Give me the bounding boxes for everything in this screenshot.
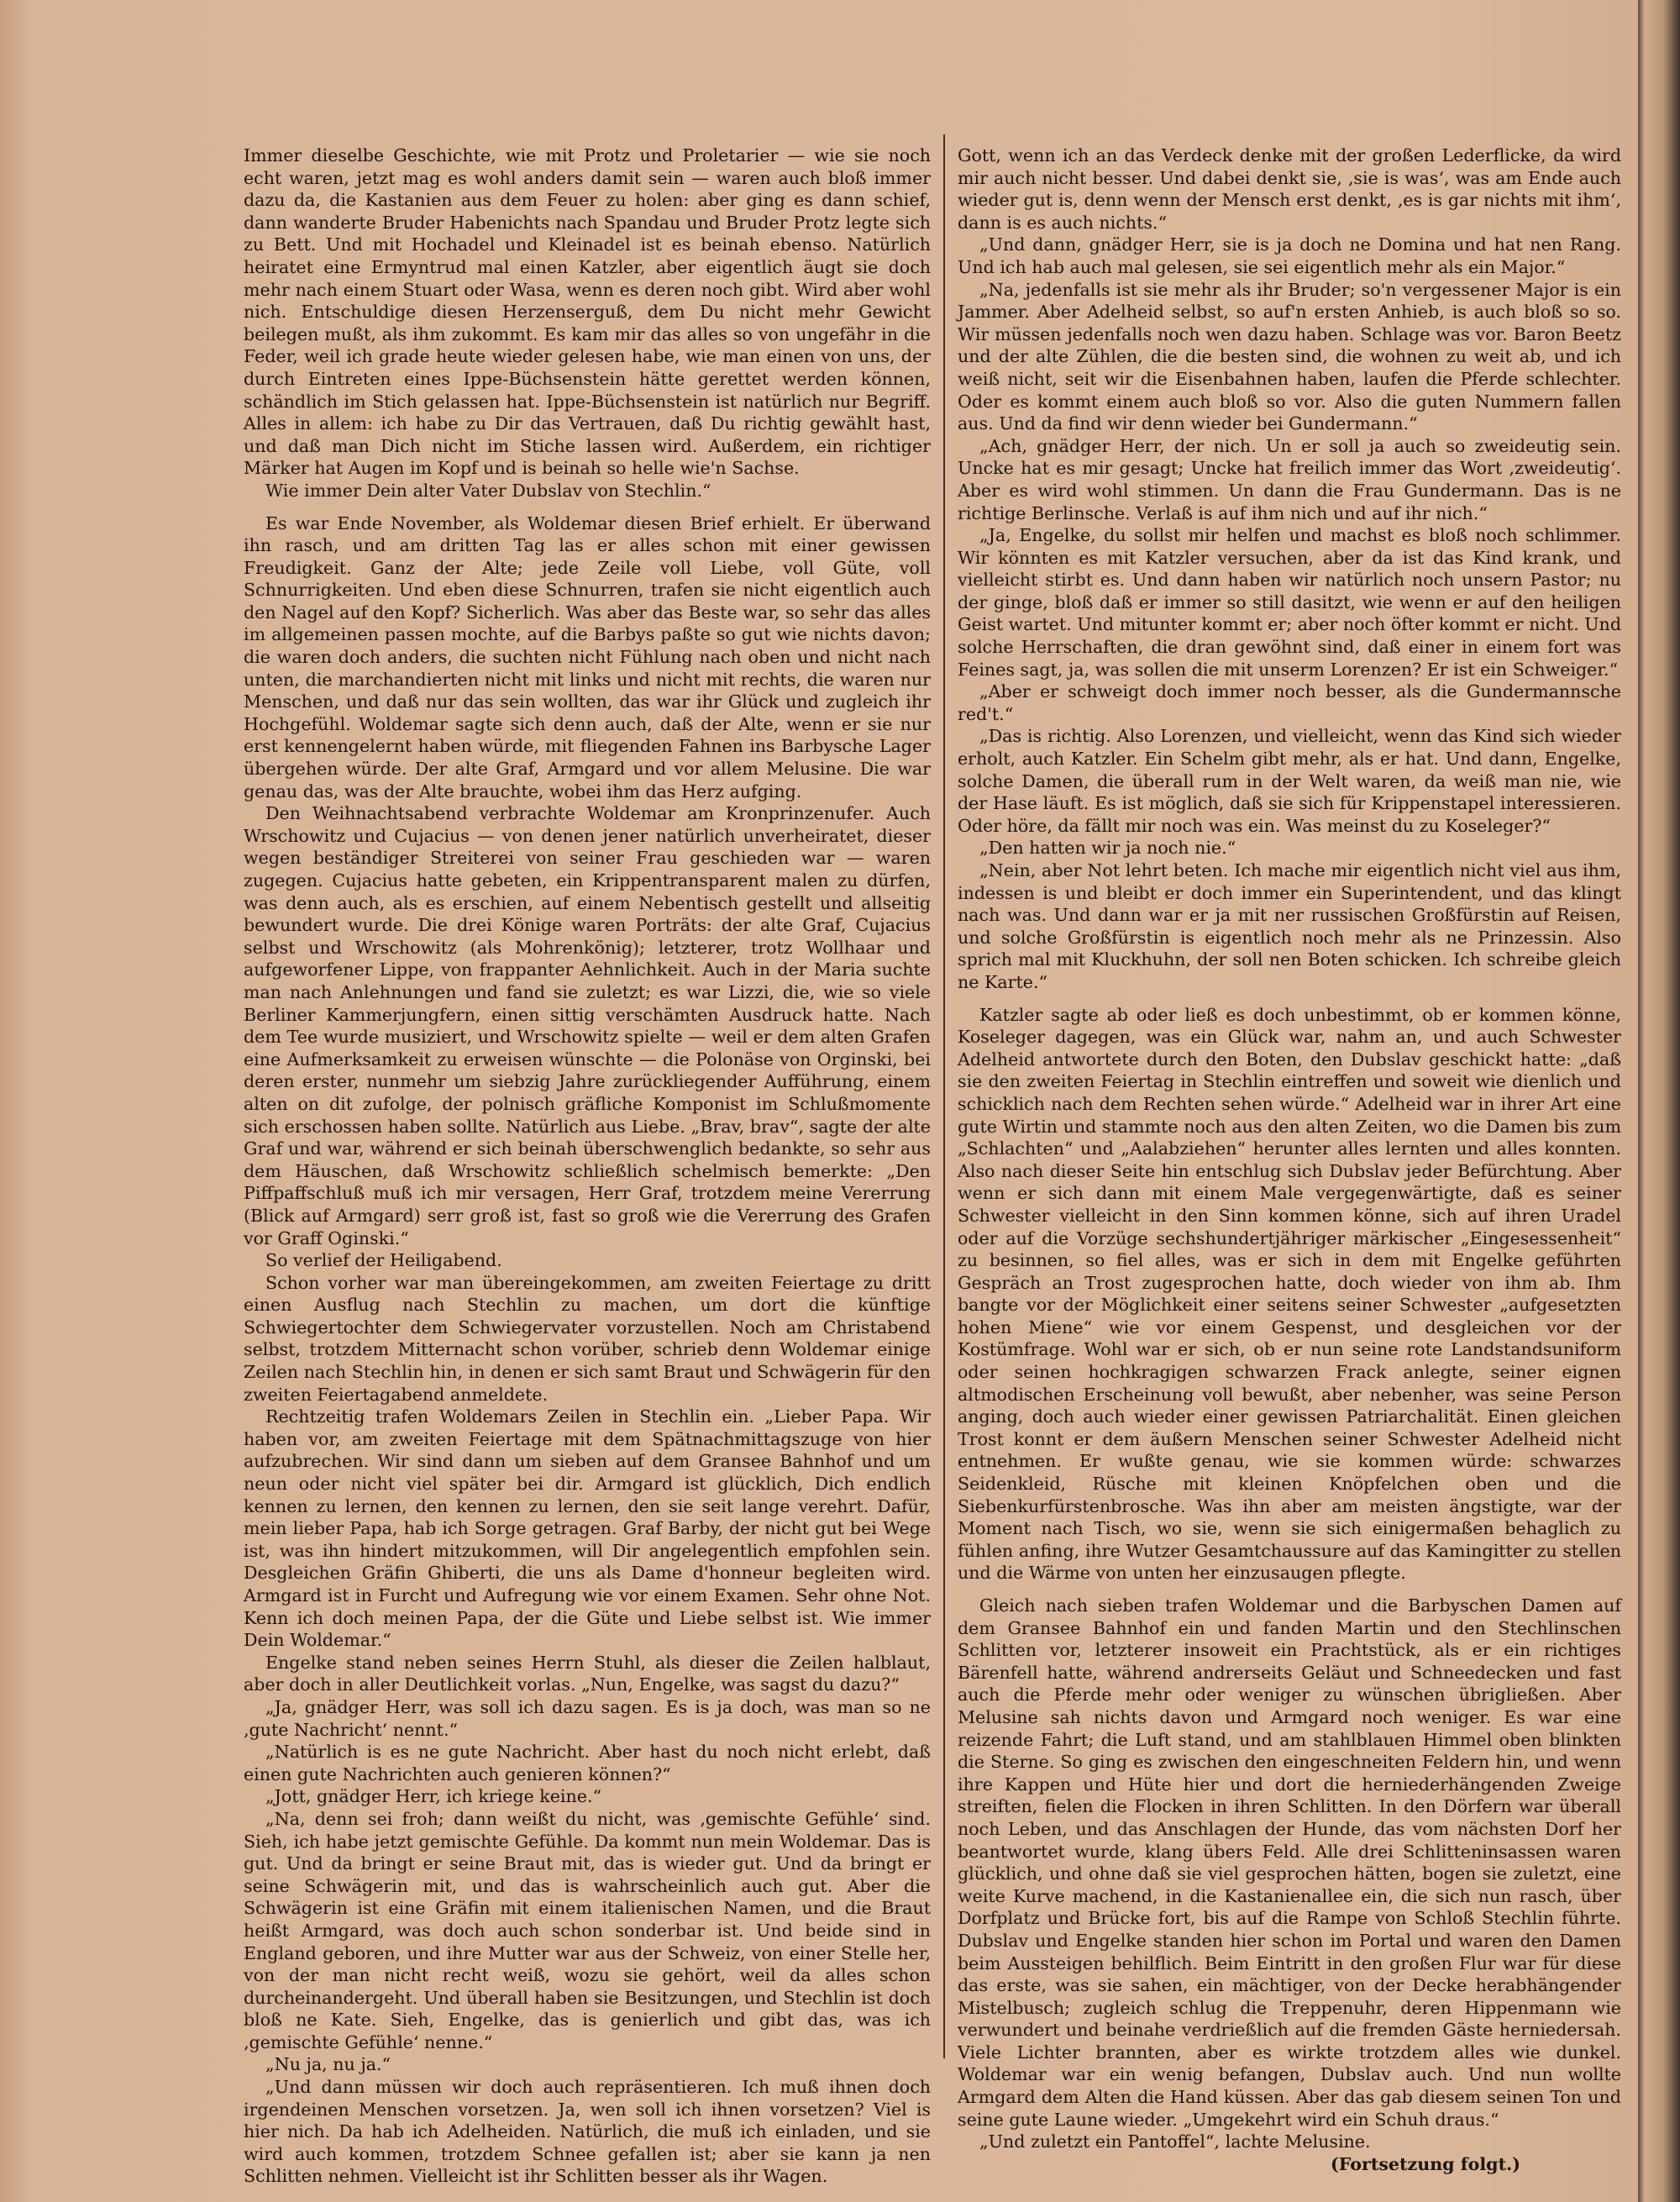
paragraph: Schon vorher war man übereingekommen, am zweiten Feiertage zu dritt einen Ausflug nach Stechlin zu machen, um dort die künftige Schwiegertochter dem Schwiegervater vorzustellen. Noch am Christabend selbst, trotzdem Mitternacht schon vorüber, schrieb denn Woldemar einige Zeilen nach Stechlin hin, in denen er sich samt Braut und Schwägerin für den zweiten Feiertagabend anmeldete. bbox=[244, 1272, 931, 1405]
paragraph: Engelke stand neben seines Herrn Stuhl, als dieser die Zeilen halblaut, aber doch in aller Deutlichkeit vorlas. „Nun, Engelke, was sagst du dazu?“ bbox=[244, 1652, 931, 1695]
text-column-left bbox=[244, 145, 931, 2188]
paragraph: „Ja, Engelke, du sollst mir helfen und machst es bloß noch schlimmer. Wir könnten es mit Katzler versuchen, aber da ist das Kind krank, und vielleicht stirbt es. Und dann haben wir natürlich noch unsern Pastor; nu der ginge, bloß daß er immer so still dasitzt, wie wenn er auf den heiligen Geist wartet. Und mitunter kommt er; aber noch öfter kommt er nicht. Und solche Herrschaften, die dran gewöhnt sind, daß einer in einem fort was Feines sagt, ja, was sollen die mit unserm Lorenzen? Er ist ein Schweiger.“ bbox=[958, 525, 1621, 680]
text-column-right bbox=[958, 145, 1621, 2175]
paragraph: „Na, denn sei froh; dann weißt du nicht, was ‚gemischte Gefühle‘ sind. Sieh, ich habe jetzt gemischte Gefühle. Da kommt nun mein Woldemar. Das is gut. Und da bringt er seine Braut mit, das is wieder gut. Und da bringt er seine Schwägerin mit, und das is wahrscheinlich auch gut. Aber die Schwägerin ist eine Gräfin mit einem italienischen Namen, und die Braut heißt Armgard, was doch auch schon sonderbar ist. Und beide sind in England geboren, und ihre Mutter war aus der Schweiz, von einer Stelle her, von der man nicht recht weiß, wozu sie gehört, weil da alles schon durcheinandergeht. Und überall haben sie Besitzungen, und Stechlin ist doch bloß ne Kate. Sieh, Engelke, das is genierlich und gibt das, was ich ‚gemischte Gefühle‘ nenne.“ bbox=[244, 1808, 931, 2052]
paragraph: „Nu ja, nu ja.“ bbox=[265, 2054, 391, 2075]
paragraph: Gleich nach sieben trafen Woldemar und die Barbyschen Damen auf dem Gransee Bahnhof ein und fanden Martin und den Stechlinschen Schlitten vor, letzterer insoweit ein Prachtstück, als er ein richtiges Bärenfell hatte, während andrerseits Geläut und Schneedecken und fast auch die Pferde mehr oder weniger zu wünschen übrigließen. Aber Melusine sah nichts davon und Armgard noch weniger. Es war eine reizende Fahrt; die Luft stand, und am stahlblauen Himmel oben blinkten die Sterne. So ging es zwischen den eingeschneiten Feldern hin, und wenn ihre Kappen und Hüte hier und dort die herniederhängenden Zweige streiften, fielen die Flocken in ihren Schlitten. In den Dörfern war überall noch Leben, und das Anschlagen der Hunde, das vom nächsten Dorf her beantwortet wurde, klang übers Feld. Alle drei Schlitteninsassen waren glücklich, und ohne daß sie viel gesprochen hätten, bogen sie zuletzt, eine weite Kurve machend, in die Kastanienallee ein, die sich nun rasch, über Dorfplatz und Brücke fort, bis auf die Rampe von Schloß Stechlin führte. Dubslav und Engelke standen hier schon im Portal und waren den Damen beim Aussteigen behilflich. Beim Eintritt in den großen Flur war für diese das erste, was sie sahen, ein mächtiger, von der Decke herabhängender Mistelbusch; zugleich schlug die Treppenuhr, deren Hippenmann wie verwundert und beinahe verdrießlich auf die fremden Gäste herniedersah. Viele Lichter brannten, aber es wirkte trotzdem alles wie dunkel. Woldemar war ein wenig befangen, Dubslav auch. Und nun wollte Armgard dem Alten die Hand küssen. Aber das gab diesem seinen Ton und seine gute Laune wieder. „Umgekehrt wird ein Schuh draus.“ bbox=[958, 1595, 1621, 2130]
paragraph: „Und dann, gnädger Herr, sie is ja doch ne Domina und hat nen Rang. Und ich hab auch mal gelesen, sie sei eigentlich mehr als ein Major.“ bbox=[958, 234, 1621, 277]
paragraph: Katzler sagte ab oder ließ es doch unbestimmt, ob er kommen könne, Koseleger dagegen, was ein Glück war, nahm an, und auch Schwester Adelheid antwortete durch den Boten, den Dubslav geschickt hatte: „daß sie den zweiten Feiertag in Stechlin eintreffen und soweit wie dienlich und schicklich nach dem Rechten sehen würde.“ Adelheid war in ihrer Art eine gute Wirtin und stammte noch aus den alten Zeiten, wo die Damen bis zum „Schlachten“ und „Aalabziehen“ herunter alles lernten und alles konnten. Also nach dieser Seite hin entschlug sich Dubslav jeder Befürchtung. Aber wenn er sich dann mit einem Male vergegenwärtigte, daß es seiner Schwester vielleicht in den Sinn kommen könne, sich auf ihren Uradel oder auf die Vorzüge sechshundertjähriger märkischer „Eingesessenheit“ zu besinnen, so fiel alles, was er sich in dem mit Engelke geführten Gespräch an Trost zugesprochen hatte, doch wieder von ihm ab. Ihm bangte vor der Möglichkeit einer seitens seiner Schwester „aufgesetzten hohen Miene“ wie vor einem Gespenst, und desgleichen vor der Kostümfrage. Wohl war er sich, ob er nun seine rote Landstandsuniform oder seinen hochkragigen schwarzen Frack anlegte, seiner eignen altmodischen Erscheinung voll bewußt, aber nebenher, was seine Person anging, doch auch wieder einer gewissen Patriarchalität. Einen gleichen Trost konnt er dem äußern Menschen seiner Schwester Adelheid nicht entnehmen. Er wußte genau, wie sie kommen würde: schwarzes Seidenkleid, Rüsche mit kleinen Knöpfelchen oben und die Siebenkurfürstenbrosche. Was ihn aber am meisten ängstigte, war der Moment nach Tisch, wo sie, wenn sie sich einigermaßen behaglich zu fühlen anfing, ihre Wutzer Gesamtchaussure auf das Kamingitter zu stellen und die Wärme von unten her einzusaugen pflegte. bbox=[958, 1004, 1621, 1584]
paragraph: Den Weihnachtsabend verbrachte Woldemar am Kronprinzenufer. Auch Wrschowitz und Cujacius — von denen jener natürlich unverheiratet, dieser wegen beständiger Streiterei von seiner Frau geschieden war — waren zugegen. Cujacius hatte gebeten, ein Krippentransparent malen zu dürfen, was denn auch, als es erschien, auf einem Nebentisch gestellt und allseitig bewundert wurde. Die drei Könige waren Porträts: der alte Graf, Cujacius selbst und Wrschowitz (als Mohrenkönig); letzterer, trotz Wollhaar und aufgeworfener Lippe, von frappanter Aehnlichkeit. Auch in der Maria suchte man nach Anlehnungen und fand sie zuletzt; es war Lizzi, die, wie so viele Berliner Kammerjungfern, einen sittig verschämten Ausdruck hatte. Nach dem Tee wurde musiziert, und Wrschowitz spielte — weil er dem alten Grafen eine Aufmerksamkeit zu erweisen wünschte — die Polonäse von Orginski, bei deren erster, nunmehr um siebzig Jahre zurückliegender Aufführung, einem alten on dit zufolge, der polnisch gräfliche Komponist im Schlußmomente sich erschossen haben sollte. Natürlich aus Liebe. „Brav, brav“, sagte der alte Graf und war, während er sich beinah überschwenglich bedankte, so sehr aus dem Häuschen, daß Wrschowitz schließlich schelmisch bemerkte: „Den Piffpaffschluß muß ich mir versagen, Herr Graf, trotzdem meine Vererrung (Blick auf Armgard) serr groß ist, fast so groß wie die Vererrung des Grafen vor Graff Oginski.“ bbox=[244, 803, 931, 1248]
page-edge bbox=[1638, 0, 1680, 2202]
paragraph: „Nein, aber Not lehrt beten. Ich mache mir eigentlich nicht viel aus ihm, indessen is und bleibt er doch immer ein Superintendent, und das klingt nach was. Und dann war er ja mit ner russischen Großfürstin auf Reisen, und solche Großfürstin is eigentlich noch mehr als ne Prinzessin. Also sprich mal mit Kluckhuhn, der soll nen Boten schicken. Ich schreibe gleich ne Karte.“ bbox=[958, 860, 1621, 992]
paragraph: „Na, jedenfalls ist sie mehr als ihr Bruder; so'n vergessener Major is ein Jammer. Aber Adelheid selbst, so auf'n ersten Anhieb, is auch bloß so so. Wir müssen jedenfalls noch wen dazu haben. Schlage was vor. Baron Beetz und der alte Zühlen, die die besten sind, die wohnen zu weit ab, und ich weiß nicht, seit wir die Eisenbahnen haben, laufen die Pferde schlechter. Oder es kommt einem auch bloß so vor. Also die guten Nummern fallen aus. Und da find wir denn wieder bei Gundermann.“ bbox=[958, 279, 1621, 434]
paragraph: „Jott, gnädger Herr, ich kriege keine.“ bbox=[265, 1786, 602, 1807]
paragraph: „Natürlich is es ne gute Nachricht. Aber hast du noch nicht erlebt, daß einen gute Nachrichten auch genieren können?“ bbox=[244, 1742, 931, 1784]
paragraph: Immer dieselbe Geschichte, wie mit Protz und Proletarier — wie sie noch echt waren, jetzt mag es wohl anders damit sein — waren auch bloß immer dazu da, die Kastanien aus dem Feuer zu holen: aber ging es dann schief, dann wanderte Bruder Habenichts nach Spandau und Bruder Protz legte sich zu Bett. Und mit Hochadel und Kleinadel ist es beinah ebenso. Natürlich heiratet eine Ermyntrud mal einen Katzler, aber eigentlich äugt sie doch mehr nach einem Stuart oder Wasa, wenn es deren noch gibt. Wird aber wohl nich. Entschuldige diesen Herzenserguß, dem Du nicht mehr Gewicht beilegen mußt, als ihm zukommt. Es kam mir das alles so von ungefähr in die Feder, weil ich grade heute wieder gelesen habe, wie man einen von uns, der durch Eintreten eines Ippe-Büchsenstein hätte gerettet werden können, schändlich im Stich gelassen hat. Ippe-Büchsenstein ist natürlich nur Begriff. Alles in allem: ich habe zu Dir das Vertrauen, daß Du richtig gewählt hast, und daß man Dich nicht im Stiche lassen wird. Außerdem, ein richtiger Märker hat Augen im Kopf und is beinah so helle wie'n Sachse. bbox=[244, 145, 931, 479]
paragraph: „Den hatten wir ja noch nie.“ bbox=[979, 838, 1236, 859]
paragraph: „Aber er schweigt doch immer noch besser, als die Gundermannsche red't.“ bbox=[958, 681, 1621, 724]
paragraph: „Ja, gnädger Herr, was soll ich dazu sagen. Es is ja doch, was man so ne ‚gute Nachricht‘ nennt.“ bbox=[244, 1696, 931, 1740]
paragraph: Es war Ende November, als Woldemar diesen Brief erhielt. Er überwand ihn rasch, und am dritten Tag las er alles schon mit einer gewissen Freudigkeit. Ganz der Alte; jede Zeile voll Liebe, voll Güte, voll Schnurrigkeiten. Und eben diese Schnurren, trafen sie nicht eigentlich auch den Nagel auf den Kopf? Sicherlich. Was aber das Beste war, so sehr das alles im allgemeinen passen mochte, auf die Barbys paßte so gut wie nichts davon; die waren doch anders, die suchten nicht Fühlung nach oben und nicht nach unten, die marchandierten nicht mit links und nicht mit rechts, die waren nur Menschen, und daß nur das sein wollten, das war ihr Glück und zugleich ihr Hochgefühl. Woldemar sagte sich denn auch, daß der Alte, wenn er sie nur erst kennengelernt haben würde, mit fliegenden Fahnen ins Barbysche Lager übergehen würde. Der alte Graf, Armgard und vor allem Melusine. Die war genau das, was der Alte brauchte, wobei ihm das Herz aufging. bbox=[244, 512, 931, 801]
paragraph: „Und zuletzt ein Pantoffel“, lachte Melusine. bbox=[979, 2131, 1371, 2152]
paragraph: Gott, wenn ich an das Verdeck denke mit der großen Lederflicke, da wird mir auch nicht besser. Und dabei denkt sie, ‚sie is was‘, was am Ende auch wieder gut is, denn wenn der Mensch erst denkt, ‚es is gar nichts mit ihm‘, dann is es auch nichts.“ bbox=[958, 145, 1621, 233]
paragraph: „Und dann müssen wir doch auch repräsentieren. Ich muß ihnen doch irgendeinen Menschen vorsetzen. Ja, wen soll ich ihnen vorsetzen? Viel is hier nich. Da hab ich Adelheiden. Natürlich, die muß ich einladen, und sie wird auch kommen, trotzdem Schnee gefallen ist; aber sie kann ja nen Schlitten nehmen. Vielleicht ist ihr Schlitten besser als ihr Wagen. bbox=[244, 2077, 931, 2187]
paragraph: Rechtzeitig trafen Woldemars Zeilen in Stechlin ein. „Lieber Papa. Wir haben vor, am zweiten Feiertage mit dem Spätnachmittagszuge von hier aufzubrechen. Wir sind dann um sieben auf dem Gransee Bahnhof und um neun oder nicht viel später bei dir. Armgard ist glücklich, Dich endlich kennen zu lernen, den kennen zu lernen, den sie seit lange verehrt. Dafür, mein lieber Papa, hab ich Sorge getragen. Graf Barby, der nicht gut bei Wege ist, was ihn hindert mitzukommen, will Dir angelegentlich empfohlen sein. Desgleichen Gräfin Ghiberti, die uns als Dame d'honneur begleiten wird. Armgard ist in Furcht und Aufregung wie vor einem Examen. Sehr ohne Not. Kenn ich doch meinen Papa, der die Güte und Liebe selbst ist. Wie immer Dein Woldemar.“ bbox=[244, 1406, 931, 1651]
paragraph: „Das is richtig. Also Lorenzen, und vielleicht, wenn das Kind sich wieder erholt, auch Katzler. Ein Schelm gibt mehr, als er hat. Und dann, Engelke, solche Damen, die überall rum in der Welt waren, da weiß man nie, wie der Hase läuft. Es ist möglich, daß sie sich für Krippenstapel interessieren. Oder höre, da fällt mir noch was ein. Was meinst du zu Koseleger?“ bbox=[958, 726, 1621, 836]
column-divider bbox=[943, 134, 945, 2058]
paragraph: „Ach, gnädger Herr, der nich. Un er soll ja auch so zweideutig sein. Uncke hat es mir gesagt; Uncke hat freilich immer das Wort ‚zweideutig‘. Aber es wird wohl stimmen. Un dann die Frau Gundermann. Das is ne richtige Berlinsche. Verlaß is auf ihm nich und auf ihr nich.“ bbox=[958, 435, 1621, 523]
paragraph: (Fortsetzung folgt.) bbox=[1331, 2153, 1520, 2174]
paragraph: So verlief der Heiligabend. bbox=[265, 1250, 502, 1271]
paragraph: Wie immer Dein alter Vater Dubslav von Stechlin.“ bbox=[265, 480, 711, 501]
